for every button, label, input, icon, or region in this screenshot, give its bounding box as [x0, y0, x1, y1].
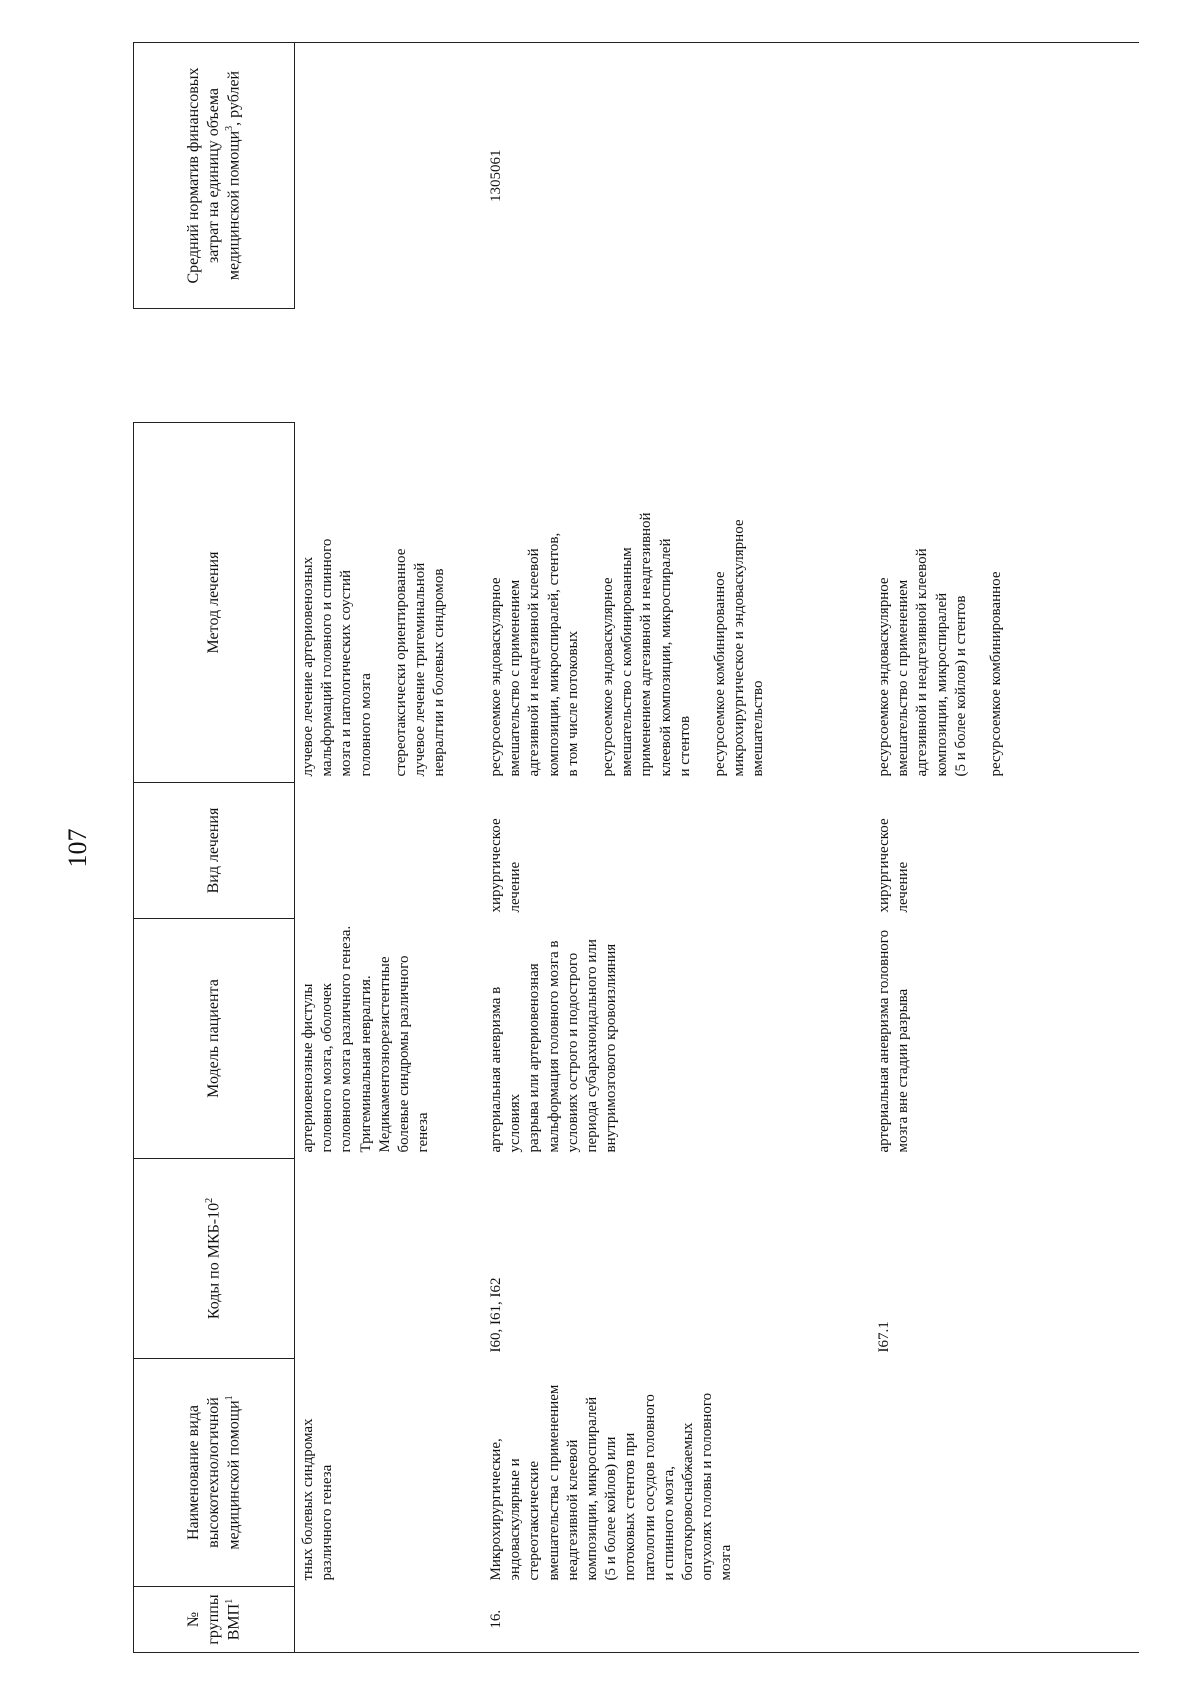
header-treatment-type: Вид лечения [134, 783, 295, 919]
rotated-table-sheet [133, 43, 1200, 1653]
header-group-no: № группы ВМП$^1$ [134, 1587, 295, 1653]
method-item: ресурсоемкое комбинированное микрохирургическое и эндоваскулярное вмешательство [711, 519, 767, 777]
treatment-type-cell [295, 783, 484, 919]
group-number: 16. [483, 1587, 871, 1653]
treatment-type-cell: хирургическое лечение [488, 818, 524, 913]
header-treatment-method: Метод лечения [134, 423, 295, 783]
treatment-type-cell: хирургическое лечение [876, 818, 912, 913]
cost-cell [871, 43, 1139, 309]
method-item: ресурсоемкое эндоваскулярное вмешательство с применением адгезивной и неадгезивной клеевой композиции, микроспиралей, стентов, в том числе потоковых [488, 532, 581, 777]
group-number [295, 1587, 484, 1653]
treatment-method-cell [871, 423, 1139, 783]
table-row [871, 43, 1139, 1653]
cost-cell: 1305061 [483, 43, 871, 309]
vmp-name-cell: тных болевых синдромах различного генеза [300, 1418, 336, 1581]
spacer-cell [871, 309, 1139, 423]
mkb-codes-cell [295, 1159, 484, 1359]
treatment-method-cell [483, 423, 871, 783]
patient-model-cell: артериальная аневризма в условиях разрыва или артериовенозная мальформация головного мозга в условиях острого и подострого периода субарахноидального или внутримозгового кровоизлияния [488, 939, 620, 1153]
patient-model-cell: артериальная аневризма головного мозга вне стадии разрыва [876, 929, 912, 1153]
mkb-codes-cell: I67.1 [876, 1321, 892, 1353]
patient-model-cell: артериовенозные фистулы головного мозга, оболочек головного мозга различного генеза. Тригеминальная невралгия. Медикаментознорезистентные болевые синдромы различного генеза [300, 925, 432, 1153]
header-mkb-codes: Коды по МКБ-$10^2$ [134, 1159, 295, 1359]
header-patient-model: Модель пациента [134, 919, 295, 1159]
header-spacer [134, 309, 295, 423]
vmp-name-cell: Микрохирургические, эндоваскулярные и стереотаксические вмешательства с применением неадгезивной клеевой композиции, микроспиралей (5 и более койлов) или потоковых стентов при патологии сосудов головного и спинного мозга, богатокровоснабжаемых опухолях головы и головного мозга [488, 1384, 735, 1581]
method-item: ресурсоемкое комбинированное [987, 571, 1004, 777]
mkb-codes-cell: I60, I61, I62 [488, 1277, 504, 1353]
header-cost-norm: Средний норматив финансовых затрат на единицу объема медицинской помощи$^3$, рублей [134, 43, 295, 309]
page-number: 107 [63, 828, 92, 868]
header-row [134, 43, 295, 1653]
method-item: лучевое лечение артериовенозных мальформаций головного и спинного мозга и патологических соустий головного мозга [300, 538, 374, 777]
table-row [295, 43, 484, 1653]
vmp-table [133, 42, 1139, 1653]
treatment-method-cell [295, 423, 484, 783]
method-item: стереотаксически ориентированное лучевое лечение тригеминальной невралгии и болевых синдромов [392, 548, 448, 777]
group-number [871, 1587, 1139, 1653]
method-item: ресурсоемкое эндоваскулярное вмешательство с применением адгезивной и неадгезивной клеевой композиции, микроспиралей (5 и более койлов) и стентов [876, 548, 969, 777]
table-row [483, 43, 871, 1653]
spacer-cell [483, 309, 871, 423]
vmp-name-cell [871, 1359, 1139, 1587]
header-vmp-name: Наименование вида высокотехнологичной медицинской помощи$^1$ [134, 1359, 295, 1587]
method-item: ресурсоемкое эндоваскулярное вмешательство с комбинированным применением адгезивной и неадгезивной клеевой композиции, микроспиралей и стентов [599, 512, 693, 777]
cost-cell [295, 43, 484, 309]
spacer-cell [295, 309, 484, 423]
